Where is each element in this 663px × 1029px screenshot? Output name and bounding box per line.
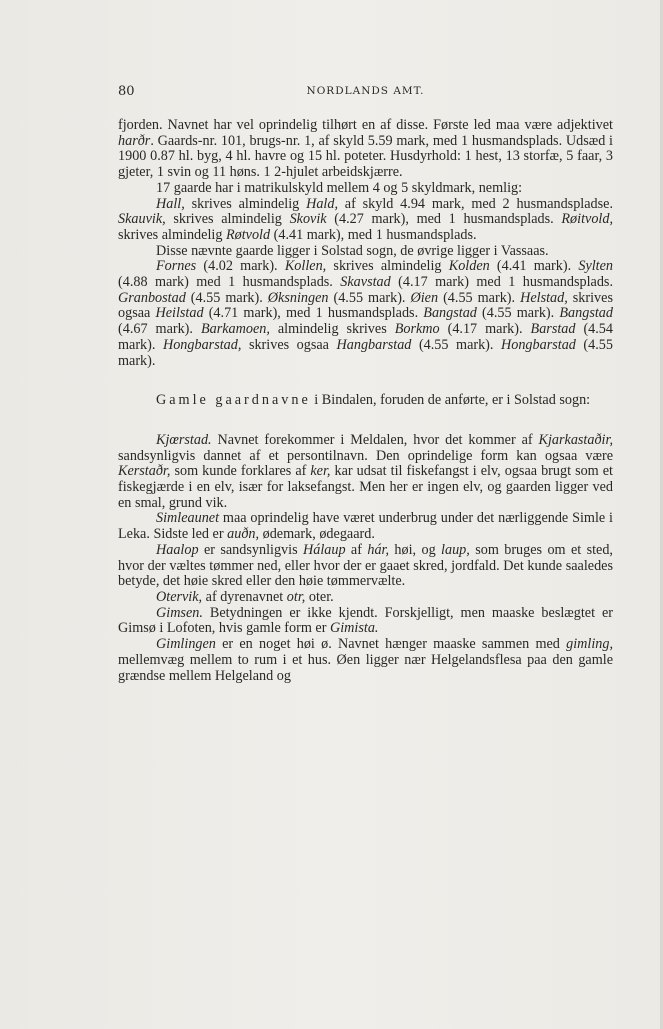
paragraph-4: Disse nævnte gaarde ligger i Solstad sogn, de øvrige ligger i Vassaas. [156, 242, 549, 259]
paragraph-3: Hall, skrives almindelig Hald, af skyld 4.94 mark, med 2 husmandspladse. Skauvik, skrives almindelig Skovik (4.27 mark), med 1 husmandsplads. Røitvold, skrives almindelig Røtvold (4.41 mark), med 1 husmandsplads. [118, 195, 613, 243]
paragraph-10: Otervik, af dyrenavnet otr, oter. [156, 588, 334, 605]
text-body [118, 118, 613, 684]
paragraph-7: Kjœrstad. Navnet forekommer i Meldalen, hvor det kommer af Kjarkastaðir, sandsynligvis dannet af et persontilnavn. Den oprindelige form kan ogsaa være Kerstaðr, som kunde forklares af ker, kar udsat til fiskefangst i elv, ogsaa brugt som et fiskegjærde i en elv, især for laksefangst. Men her er ingen elv, og gaarden ligger ved en smal, grund vik. [118, 431, 613, 511]
paragraph-12: Gimlingen er en noget høi ø. Navnet hænger maaske sammen med gimling, mellemvæg mellem to rum i et hus. Øen ligger nær Helgelandsflesa paa den gamle grændse mellem Helgeland og [118, 636, 613, 684]
paragraph-5: Fornes (4.02 mark). Kollen, skrives almindelig Kolden (4.41 mark). Sylten (4.88 mark) med 1 husmandsplads. Skavstad (4.17 mark) med 1 husmandsplads. Granbostad (4.55 mark). Øksningen (4.55 mark). Øien (4.55 mark). Helstad, skrives ogsaa Heilstad (4.71 mark), med 1 husmandsplads. Bangstad (4.55 mark). Bangstad (4.67 mark). Barkamoen, almindelig skrives Borkmo (4.17 mark). Barstad (4.54 mark). Hongbarstad, skrives ogsaa Hangbarstad (4.55 mark). Hongbarstad (4.55 mark). [118, 258, 614, 369]
paragraph-11: Gimsen. Betydningen er ikke kjendt. Forskjelligt, men maaske beslægtet er Gimsø i Lofoten, hvis gamle form er Gimista. [118, 604, 613, 637]
paragraph-2: 17 gaarde har i matrikulskyld mellem 4 og 5 skyldmark, nemlig: [156, 179, 523, 196]
running-head: NORDLANDS AMT. [306, 85, 425, 97]
paragraph-8: Simleaunet maa oprindelig have været underbrug under det nærliggende Simle i Leka. Sidste led er auðn, ødemark, ødegaard. [118, 510, 613, 543]
paragraph-1: fjorden. Navnet har vel oprindelig tilhørt en af disse. Første led maa være adjektivet harðr. Gaards-nr. 101, brugs-nr. 1, af skyld 5.59 mark, med 1 husmandsplads. Udsæd i 1900 0.87 hl. byg, 4 hl. havre og 15 hl. poteter. Husdyrhold: 1 hest, 13 storfæ, 5 faar, 3 gjeter, 1 svin og 11 høns. 1 2-hjulet arbeidskjærre. [118, 117, 613, 181]
page-number: 80 [118, 84, 135, 99]
section-gap [118, 409, 613, 433]
section-gap [118, 369, 613, 393]
page-header [118, 84, 613, 104]
paragraph-6: Gamle gaardnavne i Bindalen, foruden de anførte, er i Solstad sogn: [156, 392, 591, 409]
paragraph-9: Haalop er sandsynligvis Hálaup af hár, høi, og laup, som bruges om et sted, hvor der væltes tømmer ned, eller hvor der er gaaet skred, jordfald. Det kunde saaledes betyde, det høie skred eller den høie tømmervælte. [118, 541, 613, 590]
